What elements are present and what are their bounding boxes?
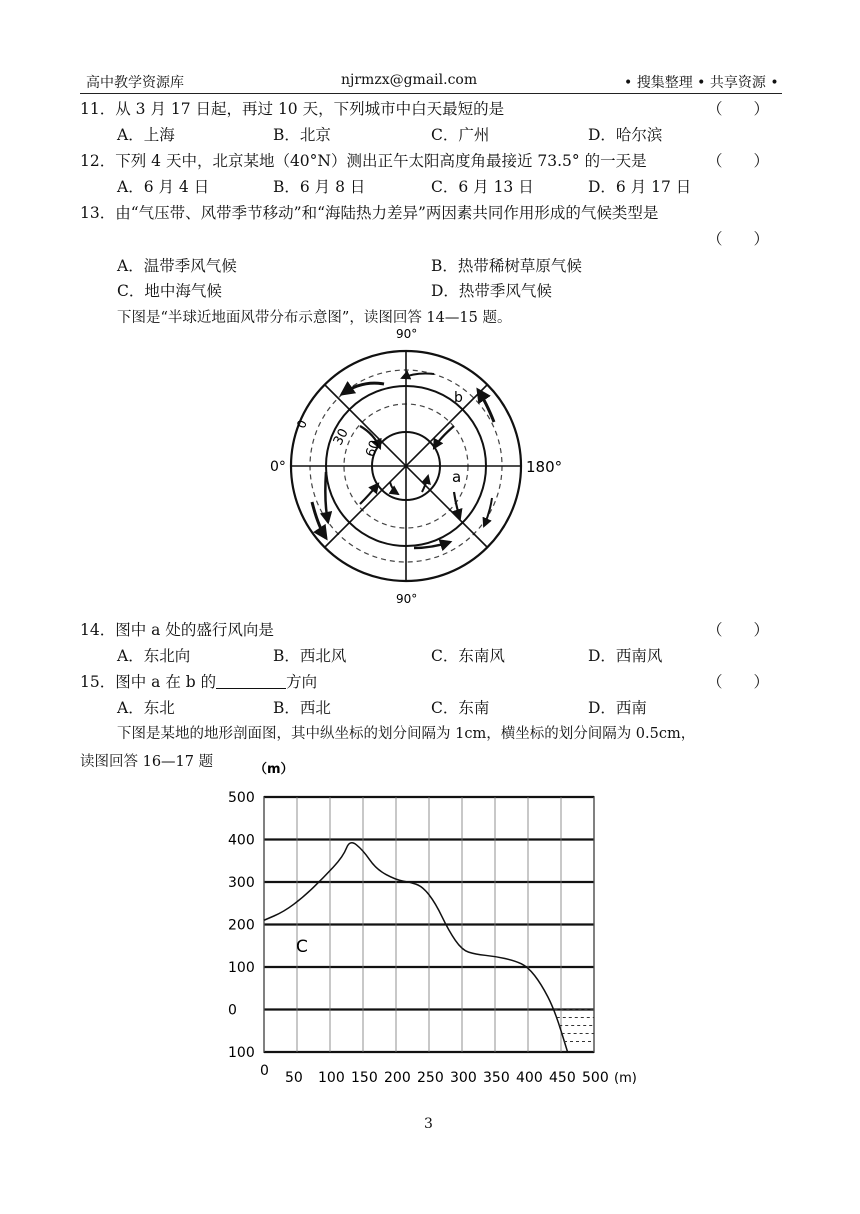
wind-arrow	[312, 502, 326, 538]
header-left: 高中教学资源库	[86, 75, 184, 91]
option-11-a: A．上海	[117, 126, 175, 144]
label-90-top: 90°	[396, 327, 418, 341]
question-13-text: 13．由“气压带、风带季节移动”和“海陆热力差异”两因素共同作用形成的气候类型是	[80, 204, 659, 222]
y-tick-label: 300	[228, 875, 255, 891]
option-12-a: A．6 月 4 日	[117, 178, 210, 196]
x-tick-label: 150	[351, 1070, 378, 1085]
x-tick-label: 300	[450, 1070, 477, 1085]
option-13-d: D．热带季风气候	[431, 282, 552, 300]
question-15-text-after: 方向	[286, 673, 318, 691]
option-13-a: A．温带季风气候	[117, 257, 237, 275]
header-rule	[80, 93, 782, 94]
label-0-left: 0°	[270, 459, 286, 475]
x-tick-label: 450	[549, 1070, 576, 1085]
wind-arrow	[390, 482, 398, 494]
answer-blank	[216, 674, 286, 689]
answer-bracket-15: （ ）	[707, 673, 770, 691]
terrain-profile-chart	[222, 760, 682, 1085]
x-tick-label: 100	[318, 1070, 345, 1085]
header-email: njrmzx@gmail.com	[341, 72, 478, 88]
option-11-b: B．北京	[273, 126, 331, 144]
x-tick-label: 400	[516, 1070, 543, 1085]
profile-intro-line-2: 读图回答 16—17 题	[80, 754, 214, 770]
option-12-d: D．6 月 17 日	[588, 178, 692, 196]
chart-y-unit: （m）	[254, 762, 294, 777]
x-tick-label: 200	[384, 1070, 411, 1085]
terrain-label-c: C	[296, 937, 308, 957]
option-14-c: C．东南风	[431, 647, 505, 665]
y-tick-label: 0	[228, 1002, 237, 1019]
x-tick-label: 250	[417, 1070, 444, 1085]
x-tick-label: 500	[582, 1070, 609, 1085]
answer-bracket-13: （ ）	[707, 230, 770, 248]
y-tick-label: 100	[228, 960, 255, 976]
option-13-b: B．热带稀树草原气候	[431, 257, 582, 275]
chart-x-unit: (m)	[614, 1071, 637, 1085]
option-14-d: D．西南风	[588, 647, 663, 665]
point-b-label: b	[454, 390, 463, 406]
option-15-b: B．西北	[273, 699, 331, 717]
label-60: 60	[363, 438, 384, 460]
wind-arrow	[342, 383, 384, 394]
label-180-right: 180°	[526, 458, 563, 476]
x-tick-label: 50	[285, 1070, 303, 1085]
label-0-ring: 0	[294, 418, 310, 431]
answer-bracket-12: （ ）	[707, 152, 770, 170]
y-tick-label: 400	[228, 832, 255, 849]
wind-arrow	[478, 390, 494, 422]
wind-belt-diagram	[264, 322, 584, 612]
y-tick-label: 200	[228, 917, 255, 934]
terrain-profile-line	[264, 843, 568, 1052]
y-tick-label: 100	[228, 1045, 255, 1061]
water-area	[554, 1010, 594, 1042]
question-15-text-before: 15．图中 a 在 b 的	[80, 673, 217, 691]
question-12-text: 12．下列 4 天中，北京某地（40°N）测出正午太阳高度角最接近 73.5° 的一天是	[80, 152, 647, 170]
label-90-bottom: 90°	[396, 592, 418, 606]
option-11-c: C．广州	[431, 126, 490, 144]
option-13-c: C．地中海气候	[117, 282, 222, 300]
option-15-a: A．东北	[117, 699, 175, 717]
option-12-c: C．6 月 13 日	[431, 178, 534, 196]
wind-arrow	[360, 484, 378, 504]
point-a-label: a	[452, 468, 462, 486]
y-tick-label: 500	[228, 790, 255, 806]
option-14-b: B．西北风	[273, 647, 347, 665]
wind-arrow	[434, 426, 454, 448]
option-15-d: D．西南	[588, 699, 647, 717]
option-14-a: A．东北向	[117, 647, 191, 665]
answer-bracket-14: （ ）	[707, 621, 770, 639]
wind-diagram-intro: 下图是“半球近地面风带分布示意图”，读图回答 14—15 题。	[117, 310, 512, 326]
question-15-text	[80, 670, 317, 692]
profile-intro-line-1: 下图是某地的地形剖面图，其中纵坐标的划分间隔为 1cm，横坐标的划分间隔为 0.5cm，	[117, 726, 696, 742]
question-11-text: 11．从 3 月 17 日起，再过 10 天，下列城市中白天最短的是	[80, 100, 505, 118]
header-right: • 搜集整理 • 共享资源 •	[624, 75, 779, 91]
x-tick-label: 0	[260, 1063, 269, 1079]
label-30: 30	[330, 426, 352, 448]
x-tick-label: 350	[483, 1070, 510, 1085]
option-12-b: B．6 月 8 日	[273, 178, 366, 196]
option-15-c: C．东南	[431, 699, 490, 717]
option-11-d: D．哈尔滨	[588, 126, 663, 144]
answer-bracket-11: （ ）	[707, 100, 770, 118]
page-number: 3	[424, 1116, 433, 1132]
question-14-text: 14．图中 a 处的盛行风向是	[80, 621, 274, 639]
